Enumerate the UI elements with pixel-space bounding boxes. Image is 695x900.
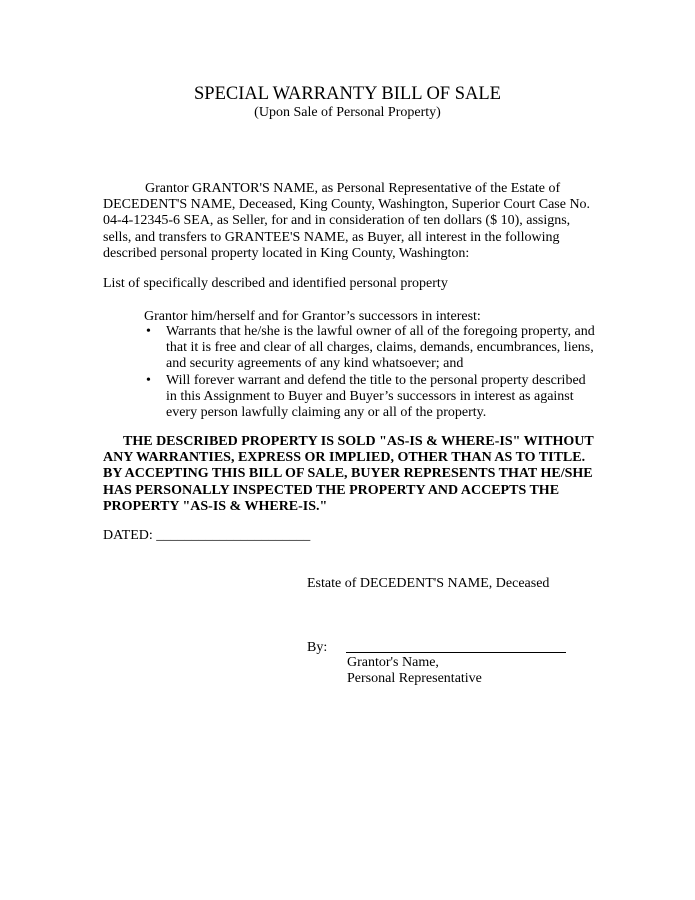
property-list-line: List of specifically described and identified personal property: [103, 276, 448, 291]
signer-name: Grantor's Name,: [347, 655, 439, 670]
signer-title: Personal Representative: [347, 671, 482, 686]
estate-line: Estate of DECEDENT'S NAME, Deceased: [307, 576, 550, 591]
document-subtitle: (Upon Sale of Personal Property): [254, 105, 441, 120]
list-item: [144, 373, 596, 422]
grantor-intro: Grantor him/herself and for Grantor’s successors in interest:: [144, 309, 481, 324]
warranty-list: [144, 324, 596, 421]
by-label: By:: [307, 640, 328, 655]
list-item: [144, 324, 596, 373]
list-item-text: Will forever warrant and defend the title to the personal property described in this Assignment to Buyer and Buyer’s successors in interest as against every person lawfully claiming any or all of the property.: [166, 372, 586, 421]
grant-paragraph-text: Grantor GRANTOR'S NAME, as Personal Representative of the Estate of DECEDENT'S NAME, Deceased, King County, Washington, Superior Court Case No. 04-4-12345-6 SEA, as Seller, for and in consideration of ten dollars ($ 10), assigns, sells, and transfers to GRANTEE'S NAME, as Buyer, all interest in the following described personal property located in King County, Washington:: [103, 181, 591, 261]
as-is-disclaimer-text: THE DESCRIBED PROPERTY IS SOLD "AS-IS & WHERE-IS" WITHOUT ANY WARRANTIES, EXPRESS OR IMPLIED, OTHER THAN AS TO TITLE. BY ACCEPTING THIS BILL OF SALE, BUYER REPRESENTS THAT HE/SHE HAS PERSONALLY INSPECTED THE PROPERTY AND ACCEPTS THE PROPERTY "AS-IS & WHERE-IS.": [103, 434, 594, 514]
grant-paragraph: [103, 181, 598, 262]
bullet-icon: •: [146, 324, 151, 339]
document-title: SPECIAL WARRANTY BILL OF SALE: [194, 84, 501, 104]
list-item-text: Warrants that he/she is the lawful owner of all of the foregoing property, and that it is free and clear of all charges, claims, demands, encumbrances, liens, and security agreements of any kind whatsoever; and: [166, 324, 595, 372]
as-is-disclaimer: [103, 434, 598, 515]
dated-field: DATED: ______________________: [103, 528, 311, 543]
bullet-icon: •: [146, 372, 151, 388]
signature-line: [346, 652, 566, 653]
